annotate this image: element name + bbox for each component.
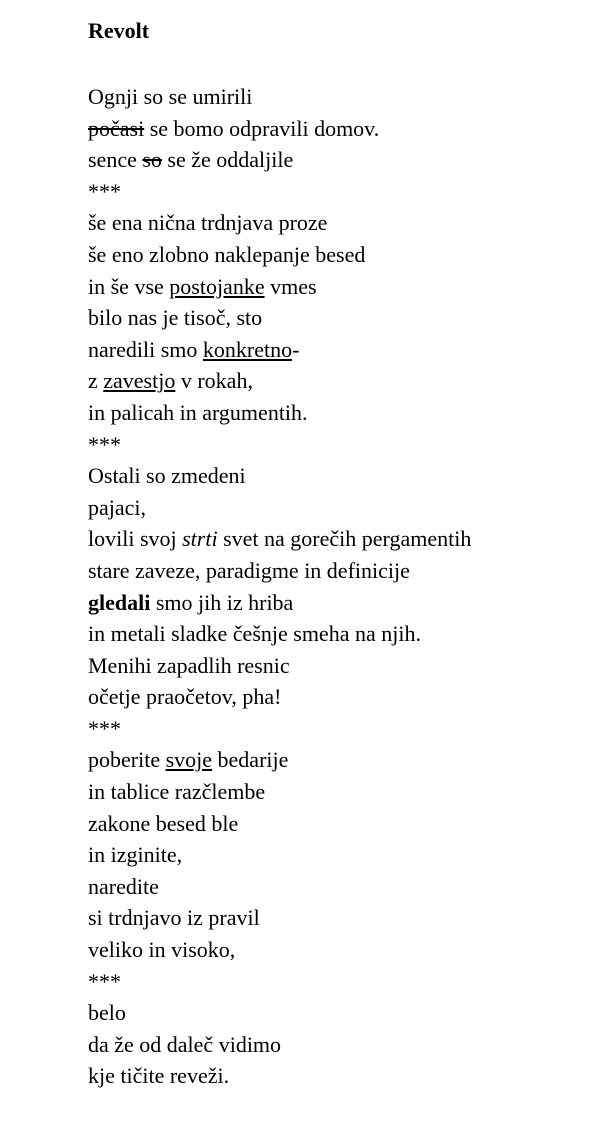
poem-line: [88, 555, 471, 587]
text-run: bedarije: [212, 747, 289, 773]
text-run: svet na gorečih pergamentih: [217, 526, 472, 552]
text-run: pajaci,: [88, 494, 147, 520]
poem-line: [88, 871, 471, 903]
poem-line: [88, 808, 471, 840]
poem-line: [88, 271, 471, 303]
text-underline: zavestjo: [103, 368, 176, 394]
poem-line: [88, 239, 471, 271]
poem-line: [88, 1029, 471, 1061]
text-underline: konkretno: [202, 336, 293, 362]
poem-line: [88, 397, 471, 429]
poem-line: [88, 997, 471, 1029]
text-run: z: [88, 368, 104, 394]
stanza-separator: [88, 176, 471, 208]
text-run: očetje praočetov, pha!: [88, 684, 282, 710]
text-run: in palicah in argumentih.: [88, 399, 308, 425]
poem-line: [88, 902, 471, 934]
poem-line: [88, 302, 471, 334]
text-run: Ognji so se umirili: [88, 84, 253, 109]
text-run: ***: [88, 431, 121, 457]
poem-line: [88, 776, 471, 808]
text-run: naredili smo: [88, 336, 203, 362]
poem-line: [88, 587, 471, 619]
poem-line: [88, 523, 471, 555]
text-strike: so: [142, 147, 162, 173]
poem-title: Revolt: [88, 18, 150, 43]
text-run: še eno zlobno naklepanje besed: [88, 241, 366, 267]
text-run: se bomo odpravili domov.: [144, 115, 380, 141]
text-run: še ena nična trdnjava proze: [88, 210, 328, 236]
poem-line: [88, 492, 471, 524]
poem-line: [88, 113, 471, 145]
text-underline: postojanke: [169, 273, 265, 299]
text-run: in metali sladke češnje smeha na njih.: [88, 621, 421, 647]
text-run: kje tičite reveži.: [88, 1063, 230, 1089]
text-underline: svoje: [165, 747, 213, 773]
poem-line: [88, 334, 471, 366]
text-run: v rokah,: [175, 368, 253, 394]
text-run: lovili svoj: [88, 526, 183, 552]
text-strike: počasi: [88, 115, 145, 141]
poem-line: [88, 460, 471, 492]
poem-line: [88, 365, 471, 397]
text-run: se že oddaljile: [161, 147, 294, 173]
text-run: in še vse: [88, 273, 170, 299]
poem-line: [88, 744, 471, 776]
text-run: zakone besed ble: [88, 810, 239, 836]
text-run: in izginite,: [88, 842, 183, 868]
text-italic: strti: [182, 526, 218, 552]
stanza-separator: [88, 966, 471, 998]
stanza-separator: [88, 713, 471, 745]
poem-line: [88, 650, 471, 682]
text-run: in tablice razčlembe: [88, 779, 266, 805]
text-run: ***: [88, 715, 121, 741]
poem-line: [88, 681, 471, 713]
text-run: Menihi zapadlih resnic: [88, 652, 290, 678]
poem-line: [88, 934, 471, 966]
stanza-separator: [88, 429, 471, 461]
poem-line: [88, 618, 471, 650]
text-run: vmes: [264, 273, 317, 299]
text-run: naredite: [88, 873, 159, 899]
text-run: sence: [88, 147, 143, 173]
text-run: da že od daleč vidimo: [88, 1031, 282, 1057]
poem-line: [88, 839, 471, 871]
text-run: stare zaveze, paradigme in definicije: [88, 557, 410, 583]
text-run: si trdnjavo iz pravil: [88, 905, 260, 931]
poem-line: [88, 81, 471, 113]
poem-line: [88, 144, 471, 176]
text-run: bilo nas je tisoč, sto: [88, 305, 263, 331]
text-run: belo: [88, 1000, 126, 1026]
poem-line: [88, 1060, 471, 1092]
poem-body: [88, 81, 471, 1092]
text-bold: gledali: [88, 589, 151, 615]
poem-line: [88, 207, 471, 239]
text-run: ***: [88, 968, 121, 994]
text-run: Ostali so zmedeni: [88, 463, 246, 489]
text-run: -: [292, 336, 300, 362]
text-run: smo jih iz hriba: [150, 589, 294, 615]
text-run: ***: [88, 178, 121, 204]
text-run: poberite: [88, 747, 166, 773]
text-run: veliko in visoko,: [88, 937, 236, 963]
